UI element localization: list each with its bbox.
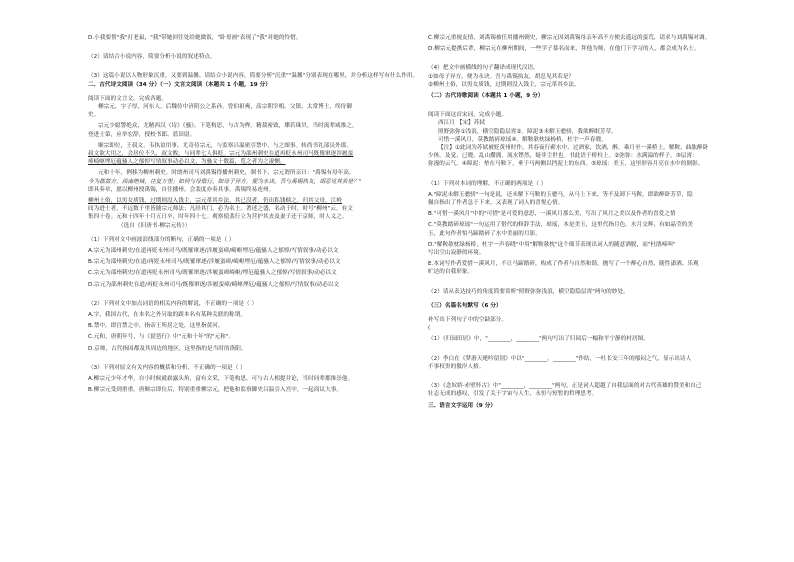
spacer [88,289,433,300]
text-line: 柳州土俗，以男女质钱，过期则没入钱主，宗元革其乡法。其已没者，仍出私钱赎之，归其父母。江岭 [88,198,342,205]
text-line: 元和十年，例移为柳州刺史。时朗州司马刘禹锡得播州刺史，制书下，宗元谓所亲曰："禹锡有母年高， [98,170,355,177]
left-column [88,34,433,395]
spacer [428,169,773,180]
text-line: 瘴崎岖堙厄蕴骚人之郁悼写情叙事动必以文，为骚文十数篇，览之者为之凄恻。 [88,159,286,166]
text-line: （选自《旧唐书·柳宗元传》） [118,222,191,229]
text-line: D.京师，古代指国都及其周边的地区，这里指的是当时的洛阳。 [88,345,247,352]
text-line: E.本词写作者爱惜一溪风月，不让马蹄踏碎，构成了作者与自然和谐，抛写了一个醉心自然、随性潇洒、乐观 [428,261,699,268]
text-line: 集四十卷。元和十四年十月五日卒，时年四十七。观察使裴行立为营护其丧及妻子还于京师，时人义之。 [88,214,348,221]
text-line: A."障泥未解玉骢骄"一句是说，还未解下马鞍的玉骢马，从马上下来，等不及卸下马鞍，即欲醉卧芳草，隐 [428,191,693,198]
text-line: D.小我要帮"我"打老鼠，"我"带她回往处给她做饭，"卧哥画"表现了"我"对她的怜惜。 [88,35,302,41]
text-line: 史。 [88,112,100,119]
text-line: 顺宗即位，王叔文、韦执谊用事，尤奇待宗元，与监察吕温密引禁中，与之图事。转尚书礼部员外郎。 [98,142,352,149]
text-line: B.宗元为邵州刺史/在道/再贬永州司马/既罹窜逐/涉履蛮瘴/崎岖堙厄/蕴骚人之郁悼/写情叙事/动必以文 [88,259,341,266]
text-line: B.禁中，即宫禁之中，指帝王所居之处，这里指黄河。 [88,323,224,330]
spacer [428,53,773,64]
text-line: 柳宗元，字子厚，河东人，后魏侍中济阴公之系孙。曾伯祖奭，高宗朝宰相。父镇，太常博士，终侍御 [98,104,352,111]
text-line: （2）下列对文中加点词语的相关内容的解说，不正确的一项是（ ） [88,300,258,307]
text-line: 今为郡蛮方，西南绝域，往复万里；如何与母偕行。如母子异方，便为永诀。吾与禹锡执友，胡忍见其若是？" [88,178,362,185]
text-line: （1）《归园田居》中，"________，________"两句写出了归园后一幅和平宁静的村居图。 [428,336,649,343]
text-line: （3）这篇小说以人物形象沉重，又要到温馨。请结合小说内容，简要分析"沉重""温馨"分别表现在哪里，并分析这样写有什么作用。 [88,73,419,80]
spacer [428,277,773,288]
section-heading: （二）古代诗歌阅读（本题共 1 小题，9 分） [428,93,544,100]
text-line: 玉，此句作者怕马蹄踏碎了水中美丽的月影。 [428,230,541,237]
text-line: A.宗元为邵州刺史/在道再贬永州司马/既罹窜逐/涉履蛮瘴/崎岖堙厄/蕴骚人之郁悼/写情叙事/动必以文 [88,248,339,255]
text-line: 叔文欲大用之，会居位不久，叔文败，与同辈七人俱贬。宗元为邵州刺史在道再贬永州司马既罹窜逐涉履蛮 [88,151,354,158]
text-line: ( [428,325,431,332]
text-line: 阅读下面的文言文，完成各题。 [88,95,168,102]
text-line: （1）下列对文中画波浪线部分的断句，正确的一项是（ ） [88,236,235,243]
text-line: 可惜一溪风月，莫教踏碎琼瑶④。解鞍欹枕绿杨桥，杜宇一声春晓。 [438,136,607,143]
text-line: 间为进士者，不远数千里皆随宗元师法；凡经其门，必为名士。著述之盛，名动于时，时号"柳州"云。有文 [88,206,353,213]
text-line: C.元和，唐朝年号，与《琵琶行》中"元和十年"的"元和"。 [88,334,235,341]
text-line: D.宗元为邵州刺史在道/再贬永州司马/既罹窜逐/涉履蛮瘴/崎岖堙厄/蕴骚人之郁悼/写情叙事/动必以文 [88,281,340,288]
text-line: （3）《念奴娇·赤壁怀古》中"________，________"两句，正是词人超越了自我层面的对古代英雄的赞美和自己 [428,383,702,390]
text-line: D.柳宗元提携后辈，柳宗元在柳州期间，一些学子慕名而来，拜他为师，在他门下学习的人，都会成为名士。 [428,46,700,53]
spacer [88,42,433,53]
spacer [428,100,773,111]
text-line: 少休。及觉，已晓。乱山攒拥，流水铿然，疑非尘世也。书此语于桥柱上。②弥弥：水满溢的样子。③层霄： [428,153,698,160]
text-line: （2）请从表达技巧的角度简要赏析"照野弥弥浅浪，横空隐隐层霄"两句的妙处。 [428,288,629,295]
right-column [428,34,773,410]
text-line: A.字，我国古代，在本名之外另取的跟本名有某种关联的称谓。 [88,312,246,319]
text-line: 宗元少聪警绝众，尤精西汉《诗》《骚》。下笔构思，与古为侔。精裁密致，璨若珠贝。当时流辈咸推之， [98,123,358,130]
text-line: （4）把文中画横线的句子翻译成现代汉语。 [428,65,539,72]
text-line: ①如母子异方，便为永诀。吾与禹锡执友，胡忍见其若是？ [428,73,575,80]
spacer [88,353,433,364]
text-line: 照野弥弥①浅浪，横空隐隐层霄②。障泥③未解玉骢骄，我欲醉眠芳草。 [438,128,617,135]
text-line: D."解鞍欹枕绿杨桥，杜宇一声春晓"中用"解鞍欹枕"这个细节表现出词人的随意洒脱，而"杜鹃啼叫" [428,241,676,248]
text-line: B.柳宗元受到重重。唐顺宗即位后，特别重重柳宗元，把他和监察御史吕温引入宫中，一起商议大事。 [88,387,343,394]
text-line: B."可惜一溪风月"中的"可惜"是可爱的意思，一溪风月那么美，写出了风月之美以及作者的喜爱之情 [428,211,676,218]
text-line: C.宗元为邵州刺史/在道再贬永州司马/既罹窜逐/涉履蛮瘴崎岖/堙厄蕴骚人之郁悼/写情叙事/动必以文 [88,270,337,277]
text-line: 不事权贵的傲岸人格。 [428,363,485,370]
spacer [428,371,773,382]
text-line: C.柳宗元重视友情，刘禹锡被任用播州刺史，柳宗元因刘禹锡母亲年高不方便去遥远的蛮荒，请求与刘禹锡对调。 [428,35,711,41]
spacer [88,61,433,72]
text-line: 旷达的自我形象。 [428,269,474,276]
section-heading: （三）名篇名句默写（6 分） [428,302,502,309]
text-line: A.柳宗元少年才华，自小时候就崭露头角，富有文采，下笔构思，可与古人相提并论，当时同辈都推崇他。 [88,376,354,383]
text-line: 补写出下列句子中的空缺部分。 [428,317,508,324]
text-line: （1）下列对本词的理解，不正确的两项是（ ） [428,180,547,187]
text-line: 写出空山寂静的环境。 [428,250,485,257]
section-heading: 三、语言文字运用（9 分） [428,402,497,409]
text-line: ②柳州土俗，以男女质钱，过期则没入钱主，宗元革其乡法。 [428,81,580,88]
text-line: （2）请结合小说内容，简要分析小说的叙述特点。 [88,54,216,61]
text-line: 阅读下面这首宋词，完成小题。 [428,112,508,119]
text-line: （2）李白在《梦游天姥吟留别》中以"________，________"作结，一吐长安三年的郁闷之气，显示出诗人 [428,355,692,362]
text-line: （3）下列对原文有关内容的概括和分析，不正确的一项是（ ） [88,364,246,371]
text-line: 佩自指出了作者急于下来，又表现了词人的喜悦心情。 [428,200,564,207]
text-line: 【注】①此词为苏轼被贬黄州时作，其春夜行蕲水中，过酒家，饮酒，醉，乘月至一溪桥上，解鞍，曲肱醉卧 [438,145,709,152]
text-line: 西江月 【宋】苏轼 [438,120,485,127]
text-line: 弥漫的云气。④障泥：垫在马鞍下，垂于马两侧以挡泥土的东西。⑤琼瑶：美玉，这里形容月亮在水中的倒影。 [428,161,704,168]
spacer [428,344,773,355]
text-line: C."莫教踏碎琼瑶"一句运用了借代的修辞手法，琼瑶，本是美玉，这里代指月色。水月交辉，有如晶莹的美 [428,222,693,229]
section-heading: 二、古代诗文阅读（34 分）（一）文言文阅读（本题共 1 小题，19 分） [88,81,271,88]
text-line: 即具奏章，愿以柳州授禹锡，自往播州。会裴度亦奏其事，禹锡终易连州。 [88,186,275,193]
text-line: 壮志无成的感叹，引发了关于宇宙与人生、永恒与短暂的哲理思考。 [428,391,598,398]
text-line: 登进士第，应举宏辞，授校书郎、蓝田尉。 [88,131,196,138]
